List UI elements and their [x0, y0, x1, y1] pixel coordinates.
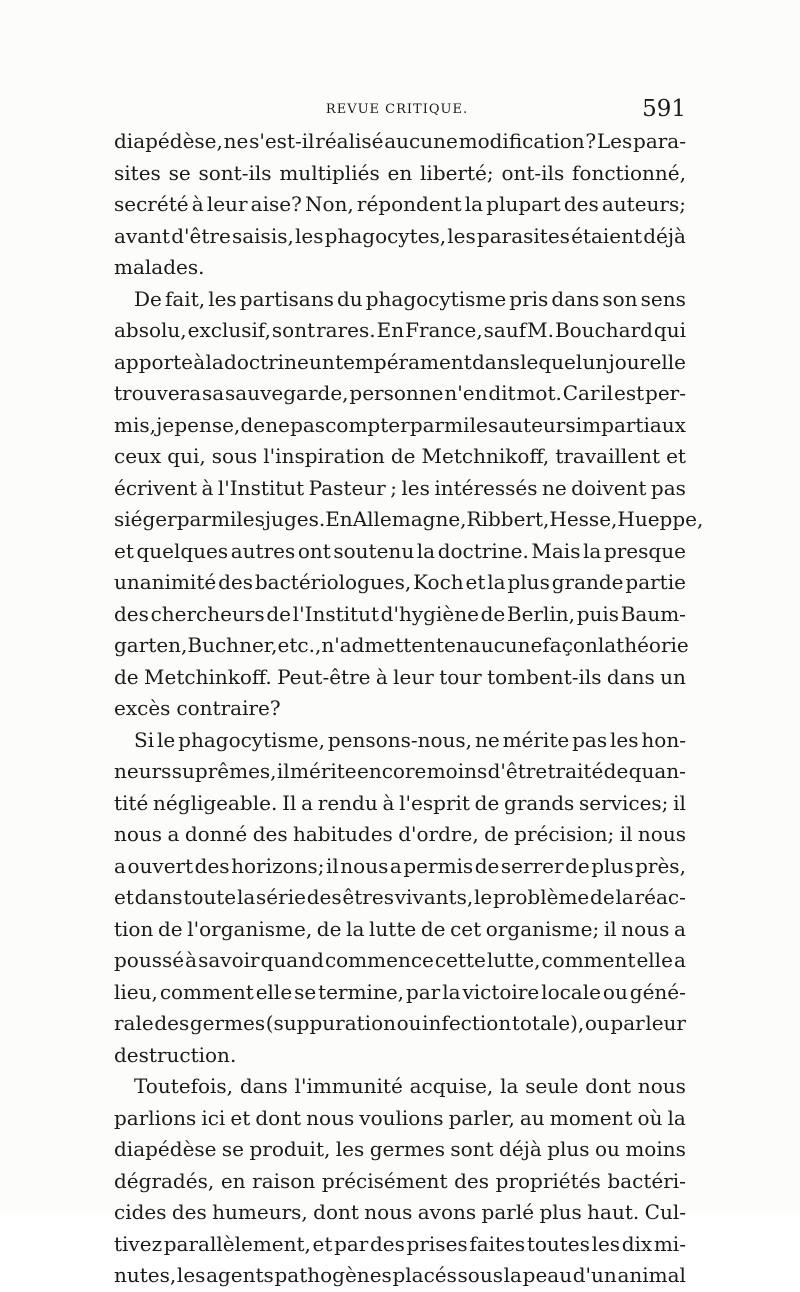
page-number: 591	[642, 96, 686, 122]
text-line: unanimité des bactériologues, Koch et la plus grande partie	[114, 570, 686, 594]
text-line: Si le phagocytisme, pensons-nous, ne mérite pas les hon-	[134, 727, 686, 752]
text-line: tion de l'organisme, de la lutte de cet organisme; il nous a	[114, 916, 686, 941]
page-header	[108, 98, 686, 124]
text-line: cides des humeurs, dont nous avons parlé plus haut. Cul-	[114, 1200, 686, 1224]
text-line: sites se sont-ils multipliés en liberté; ont-ils fonctionné,	[114, 160, 686, 185]
text-line: apporte à la doctrine un tempérament dans lequel un jour elle	[114, 349, 686, 374]
text-line: et dans toute la série des êtres vivants, le problème de la réac-	[114, 885, 686, 909]
text-line: diapédèse se produit, les germes sont déjà plus ou moins	[114, 1137, 686, 1161]
text-line: Toutefois, dans l'immunité acquise, la seule dont nous	[134, 1074, 686, 1098]
text-line: avant d'être saisis, les phagocytes, les parasites étaient déjà	[114, 223, 686, 248]
text-line: lieu, comment elle se termine, par la victoire locale ou géné-	[114, 979, 686, 1004]
text-line: écrivent à l'Institut Pasteur ; les intéressés ne doivent pas	[114, 475, 686, 500]
text-line: trouvera sa sauvegarde, personne n'en dit mot. Car il est per-	[114, 381, 686, 405]
text-line: destruction.	[114, 1042, 237, 1067]
text-line: neurs suprêmes, il mérite encore moins d'être traité de quan-	[114, 759, 686, 783]
running-head: REVUE CRITIQUE.	[325, 102, 469, 117]
text-line: nutes, les agents pathogènes placés sous la peau d'un animal	[114, 1263, 686, 1287]
text-line: nous a donné des habitudes d'ordre, de précision; il nous	[114, 822, 686, 846]
text-line: de Metchinkoff. Peut-être à leur tour tombent-ils dans un	[114, 664, 686, 689]
text-line: diapédèse, ne s'est-il réalisé aucune modification ? Les para-	[114, 129, 686, 153]
text-line: absolu, exclusif, sont rares. En France, sauf M. Bouchard qui	[114, 318, 686, 342]
text-line: et quelques autres ont soutenu la doctrine. Mais la presque	[114, 538, 686, 563]
text-line: secrété à leur aise? Non, répondent la plupart des auteurs;	[114, 192, 686, 216]
text-line: ceux qui, sous l'inspiration de Metchnikoff, travaillent et	[114, 444, 686, 468]
text-line: mis, je pense, de ne pas compter parmi les auteurs impartiaux	[114, 412, 686, 437]
text-line: excès contraire?	[114, 696, 281, 720]
text-line: De fait, les partisans du phagocytisme pris dans son sens	[134, 286, 686, 311]
text-line: poussé à savoir quand commence cette lutte, comment elle a	[114, 948, 686, 972]
text-line: siéger parmi les juges. En Allemagne, Ribbert, Hesse, Hueppe,	[114, 507, 704, 531]
text-line: garten, Buchner, etc., n'admettent en aucune façon la théorie	[114, 633, 689, 657]
text-line: tité négligeable. Il a rendu à l'esprit de grands services; il	[114, 790, 686, 815]
text-line: rale des germes (suppuration ou infection totale), ou par leur	[114, 1011, 686, 1035]
text-line: des chercheurs de l'Institut d'hygiène de Berlin, puis Baum-	[114, 601, 686, 626]
body-text	[114, 126, 704, 1292]
text-line: malades.	[114, 255, 205, 279]
text-line: tivez parallèlement, et par des prises faites toutes les dix mi-	[114, 1231, 686, 1256]
text-line: parlions ici et dont nous voulions parler, au moment où la	[114, 1105, 686, 1130]
text-line: a ouvert des horizons; il nous a permis de serrer de plus près,	[114, 853, 686, 878]
text-line: dégradés, en raison précisément des propriétés bactéri-	[114, 1168, 686, 1193]
